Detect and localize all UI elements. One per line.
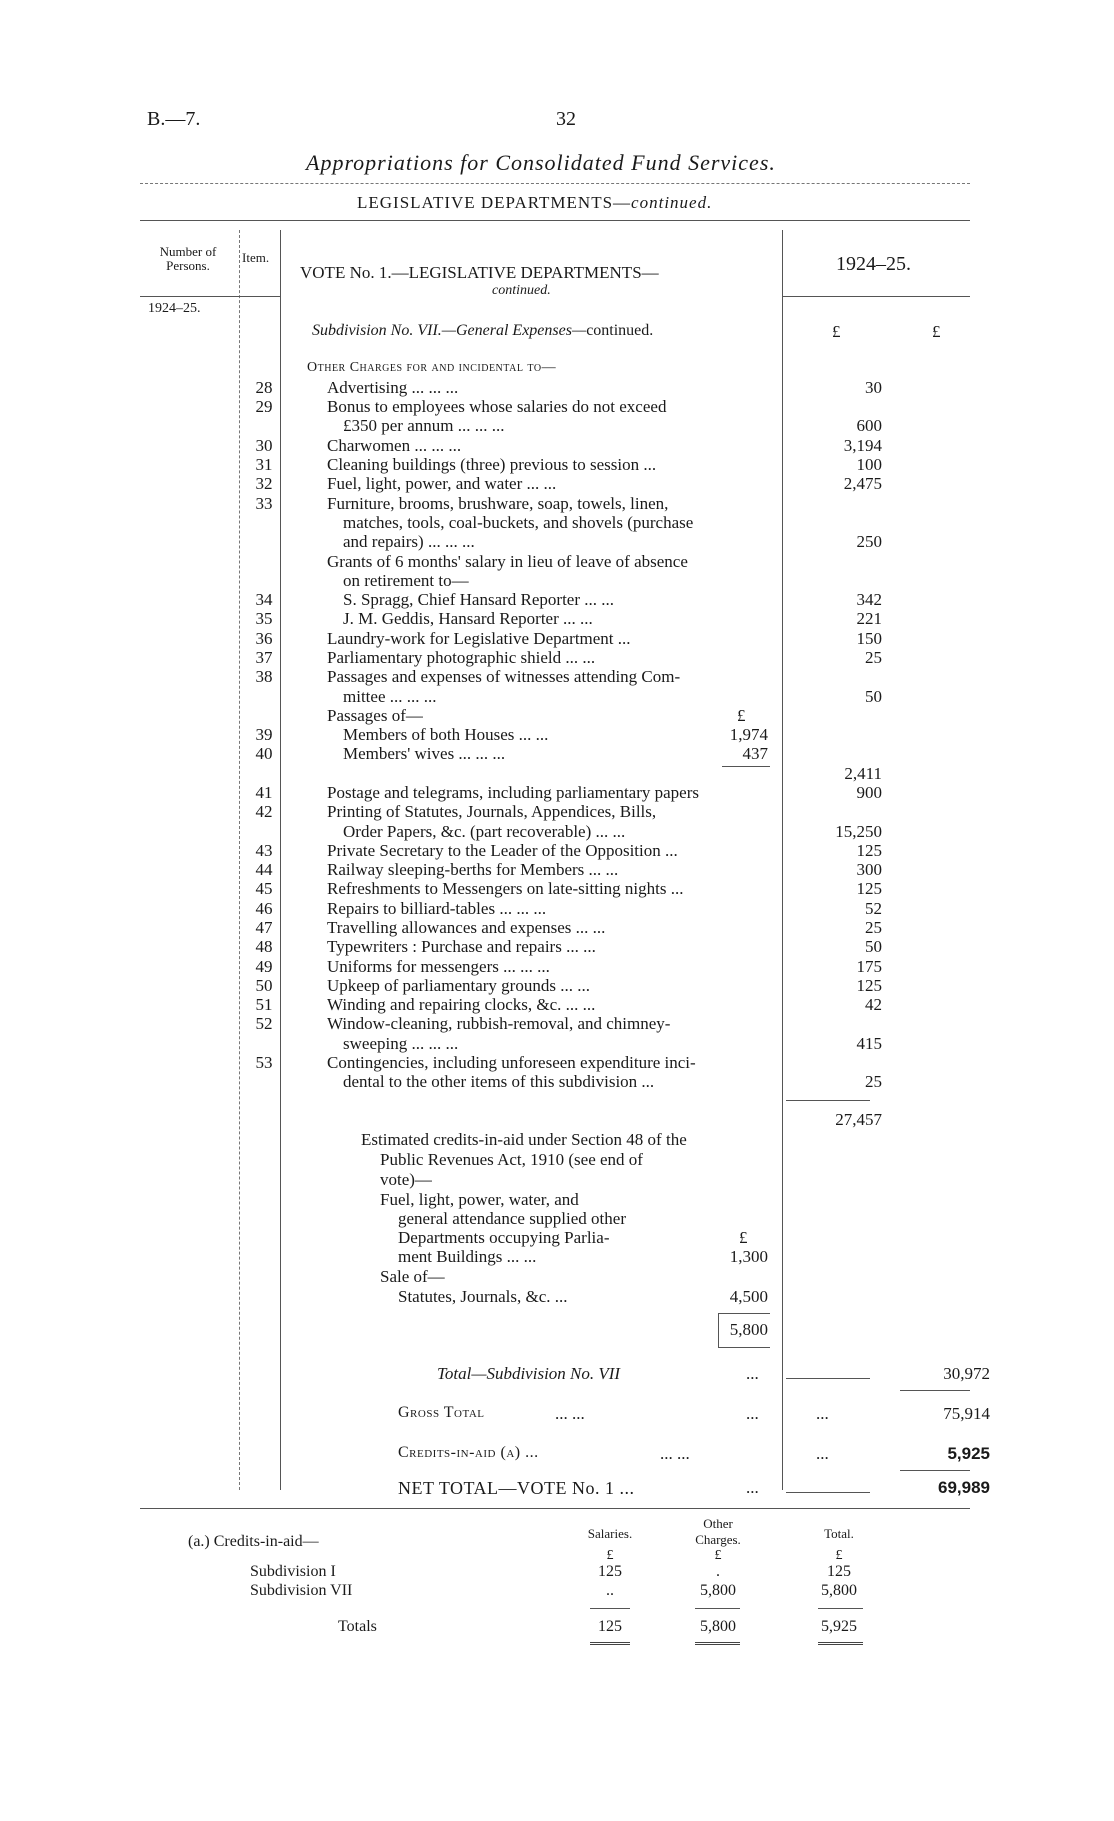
dots: ... ... (555, 1404, 585, 1423)
row-desc-cont: and repairs) ... ... ... (343, 532, 475, 551)
footnote-totals-label: Totals (338, 1618, 377, 1635)
row-amount: 100 (856, 455, 882, 474)
footnote-double-rule (695, 1642, 740, 1645)
item-number: 42 (255, 802, 273, 821)
row-desc: Travelling allowances and expenses ... ... (327, 918, 606, 937)
footnote-row-other: 5,800 (700, 1582, 736, 1599)
footnote-double-rule (590, 1642, 630, 1645)
passages-rule (722, 766, 770, 767)
gross-total-label: Gross Total (398, 1404, 485, 1421)
footnote-row-total: 5,800 (821, 1582, 857, 1599)
item-number: 46 (255, 899, 273, 918)
row-desc-cont: £350 per annum ... ... ... (343, 416, 505, 435)
credits-value: 5,925 (947, 1444, 990, 1463)
item-number: 49 (255, 957, 273, 976)
blank-rule (786, 1492, 870, 1493)
item-number: 48 (255, 937, 273, 956)
row-amount: 175 (856, 957, 882, 976)
grants-heading: Grants of 6 months' salary in lieu of leave of absence (327, 552, 688, 571)
row-desc: Private Secretary to the Leader of the Opposition ... (327, 841, 678, 860)
table-bottom-rule (140, 1508, 970, 1509)
row-amount: 52 (865, 899, 882, 918)
footnote-pound: £ (606, 1548, 614, 1563)
row-amount: 125 (856, 976, 882, 995)
subdivision-suffix: continued. (586, 322, 654, 339)
footnote-row-name: Subdivision VII (250, 1582, 353, 1599)
footnote-label: (a.) Credits-in-aid— (188, 1533, 319, 1550)
passage-desc: Members of both Houses ... ... (343, 725, 549, 744)
section-cont: continued. (631, 193, 713, 212)
footnote-row-other: . (716, 1563, 720, 1580)
row-desc: Repairs to billiard-tables ... ... ... (327, 899, 547, 918)
credits-fuel: general attendance supplied other (398, 1209, 626, 1228)
gross-total-value: 75,914 (943, 1404, 990, 1423)
subdivision-heading (312, 322, 653, 340)
pound-col2: £ (932, 322, 941, 341)
row-amount: 221 (856, 609, 882, 628)
footnote-row-salaries: 125 (598, 1563, 622, 1580)
dots: ... (746, 1364, 759, 1383)
credits-fuel: ment Buildings ... ... (398, 1247, 537, 1266)
credits-fuel: Departments occupying Parlia- (398, 1228, 610, 1247)
page-number: 32 (556, 108, 576, 130)
credits-fuel: Fuel, light, power, water, and (380, 1190, 579, 1209)
credits-sale-heading: Sale of— (380, 1267, 445, 1286)
row-desc: Contingencies, including unforeseen expenditure inci- (327, 1053, 696, 1072)
row-amount: 25 (865, 648, 882, 667)
header-rule-right (782, 296, 970, 297)
vote-cont: continued. (492, 283, 551, 298)
section-name: LEGISLATIVE DEPARTMENTS— (357, 193, 632, 212)
vote-title: VOTE No. 1.—LEGISLATIVE DEPARTMENTS— (300, 263, 659, 282)
row-amount: 900 (856, 783, 882, 802)
footnote-rule (695, 1608, 740, 1609)
passage-value: 437 (742, 744, 768, 763)
credits-intro: vote)— (380, 1170, 432, 1189)
dots: ... (816, 1404, 829, 1423)
col-rule-1 (239, 230, 240, 1490)
col-number-persons: Number of Persons. (159, 244, 217, 273)
subdivision-subtotal: 27,457 (835, 1110, 882, 1129)
dots: ... (816, 1444, 829, 1463)
credits-pound: £ (739, 1228, 748, 1247)
dots: ... (746, 1404, 759, 1423)
page-ref: B.—7. (147, 108, 201, 130)
item-number: 32 (255, 474, 273, 493)
row-desc: J. M. Geddis, Hansard Reporter ... ... (343, 609, 593, 628)
row-desc: Postage and telegrams, including parliamentary papers (327, 783, 699, 802)
row-amount: 2,475 (843, 474, 882, 493)
footnote-col-other: Other (703, 1516, 733, 1531)
footnote-row-salaries: .. (606, 1582, 614, 1599)
col-year-left: 1924–25. (148, 301, 201, 316)
passages-pound: £ (737, 706, 746, 725)
footnote-totals-salaries: 125 (598, 1618, 622, 1635)
item-number: 33 (255, 494, 273, 513)
row-amount: 50 (865, 687, 882, 706)
row-desc: Parliamentary photographic shield ... ... (327, 648, 596, 667)
col-year-right: 1924–25. (836, 253, 911, 275)
row-amount: 342 (856, 590, 882, 609)
item-number: 36 (255, 629, 273, 648)
page-title: Appropriations for Consolidated Fund Services. (306, 150, 776, 175)
footnote-pound: £ (835, 1548, 843, 1563)
row-amount: 15,250 (835, 822, 882, 841)
row-amount: 25 (865, 918, 882, 937)
credits-intro: Estimated credits-in-aid under Section 48 of the (361, 1130, 687, 1149)
footnote-rule (590, 1608, 630, 1609)
item-number: 41 (255, 783, 273, 802)
row-desc: Refreshments to Messengers on late-sitting nights ... (327, 879, 684, 898)
item-number: 44 (255, 860, 273, 879)
footnote-col-total: Total. (824, 1526, 854, 1541)
row-amount: 25 (865, 1072, 882, 1091)
item-number: 51 (255, 995, 273, 1014)
row-amount: 250 (856, 532, 882, 551)
grants-heading-cont: on retirement to— (343, 571, 469, 590)
passage-desc: Members' wives ... ... ... (343, 744, 506, 763)
item-number: 31 (255, 455, 273, 474)
footnote-double-rule (818, 1642, 863, 1645)
footnote-row-total: 125 (827, 1563, 851, 1580)
row-desc: Cleaning buildings (three) previous to session ... (327, 455, 657, 474)
row-desc: Fuel, light, power, and water ... ... (327, 474, 557, 493)
row-desc: Uniforms for messengers ... ... ... (327, 957, 550, 976)
item-number: 34 (255, 590, 273, 609)
footnote-row-name: Subdivision I (250, 1563, 336, 1580)
item-number: 47 (255, 918, 273, 937)
item-number: 39 (255, 725, 273, 744)
row-desc-cont: dental to the other items of this subdivision ... (343, 1072, 655, 1091)
row-amount: 300 (856, 860, 882, 879)
net-total-value: 69,989 (938, 1478, 990, 1497)
passage-value: 1,974 (729, 725, 768, 744)
row-amount: 600 (856, 416, 882, 435)
footnote-totals-other: 5,800 (700, 1618, 736, 1635)
row-desc-cont: Order Papers, &c. (part recoverable) ... ... (343, 822, 626, 841)
credits-total: 5,800 (729, 1320, 768, 1339)
credits-intro: Public Revenues Act, 1910 (see end of (380, 1150, 643, 1169)
title-rule (140, 183, 970, 184)
other-charges-heading: Other Charges for and incidental to— (307, 360, 557, 375)
row-amount: 415 (856, 1034, 882, 1053)
row-desc: Laundry-work for Legislative Department ... (327, 629, 631, 648)
section-title (357, 193, 712, 213)
row-desc: Window-cleaning, rubbish-removal, and chimney- (327, 1014, 671, 1033)
passages-heading: Passages of— (327, 706, 423, 725)
item-number: 40 (255, 744, 273, 763)
dots: ... (746, 1478, 759, 1497)
subdivision-total-label: Total—Subdivision No. VII (437, 1364, 621, 1383)
row-desc: Upkeep of parliamentary grounds ... ... (327, 976, 590, 995)
row-desc: Passages and expenses of witnesses attending Com- (327, 667, 681, 686)
subtotal-rule (786, 1100, 870, 1101)
blank-rule (786, 1378, 870, 1379)
item-number: 52 (255, 1014, 273, 1033)
row-amount: 125 (856, 841, 882, 860)
footnote-col-salaries: Salaries. (587, 1526, 633, 1541)
pound-col1: £ (832, 322, 841, 341)
item-number: 35 (255, 609, 273, 628)
item-number: 38 (255, 667, 273, 686)
credits-rule-bottom (718, 1347, 770, 1348)
item-number: 29 (255, 397, 273, 416)
row-amount: 30 (865, 378, 882, 397)
item-number: 45 (255, 879, 273, 898)
credits-fuel-value: 1,300 (729, 1247, 768, 1266)
row-desc: S. Spragg, Chief Hansard Reporter ... ... (343, 590, 615, 609)
footnote-pound: £ (714, 1548, 722, 1563)
row-desc: Advertising ... ... ... (327, 378, 459, 397)
subdivision-total-value: 30,972 (943, 1364, 990, 1383)
net-rule (900, 1470, 970, 1471)
row-desc: Bonus to employees whose salaries do not exceed (327, 397, 667, 416)
row-desc: Typewriters : Purchase and repairs ... ... (327, 937, 596, 956)
row-desc-cont: mittee ... ... ... (343, 687, 437, 706)
credits-sale-value: 4,500 (729, 1287, 768, 1306)
item-number: 53 (255, 1053, 273, 1072)
item-number: 37 (255, 648, 273, 667)
row-amount: 150 (856, 629, 882, 648)
row-desc: Railway sleeping-berths for Members ... ... (327, 860, 619, 879)
item-number: 28 (255, 378, 273, 397)
row-amount: 125 (856, 879, 882, 898)
footnote-totals-total: 5,925 (821, 1618, 857, 1635)
subdivision-prefix: Subdivision No. VII.—General Expenses— (312, 322, 587, 339)
header-rule-left (140, 296, 280, 297)
passages-subtotal: 2,411 (844, 764, 882, 783)
row-desc: Printing of Statutes, Journals, Appendices, Bills, (327, 802, 657, 821)
dots: ... ... (660, 1444, 690, 1463)
row-desc: Winding and repairing clocks, &c. ... ... (327, 995, 596, 1014)
item-number: 43 (255, 841, 273, 860)
credits-sale: Statutes, Journals, &c. ... (398, 1287, 568, 1306)
item-number: 30 (255, 436, 273, 455)
total-rule (900, 1390, 970, 1391)
credits-label: Credits-in-aid (a) ... (398, 1444, 539, 1461)
credits-rule (718, 1313, 770, 1314)
row-amount: 42 (865, 995, 882, 1014)
table-top-rule (140, 220, 970, 221)
row-amount: 50 (865, 937, 882, 956)
item-number: 50 (255, 976, 273, 995)
row-amount: 3,194 (843, 436, 882, 455)
net-total-label: NET TOTAL—VOTE No. 1 ... (398, 1478, 635, 1498)
col-item: Item. (242, 250, 270, 265)
row-desc: Furniture, brooms, brushware, soap, towels, linen, (327, 494, 669, 513)
row-desc-cont: matches, tools, coal-buckets, and shovels (purchase (343, 513, 694, 532)
row-desc-cont: sweeping ... ... ... (343, 1034, 459, 1053)
footnote-rule (818, 1608, 863, 1609)
row-desc: Charwomen ... ... ... (327, 436, 462, 455)
footnote-col-other: Charges. (695, 1532, 741, 1547)
